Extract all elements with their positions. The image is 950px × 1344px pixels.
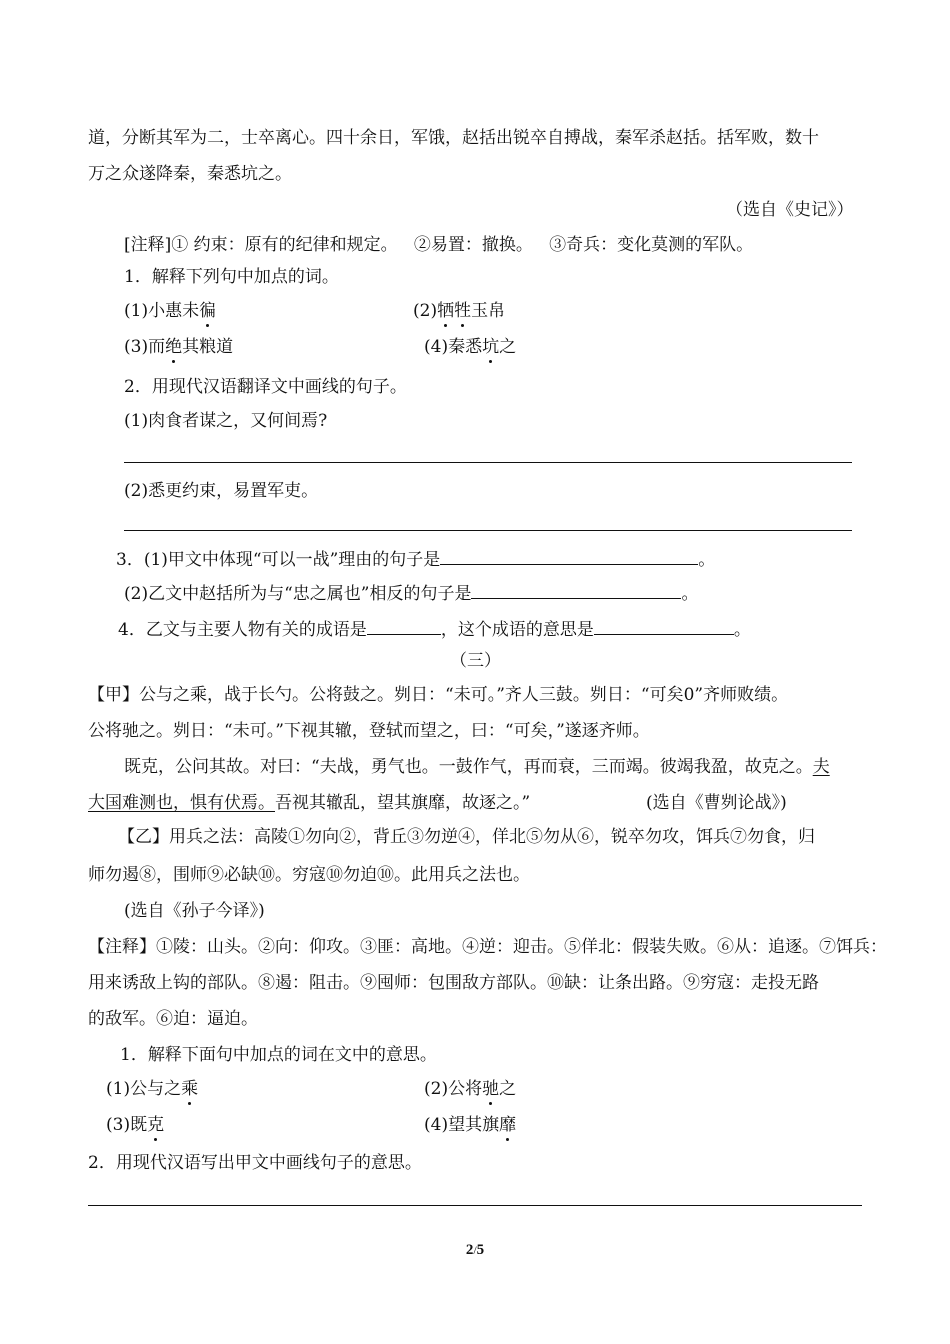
underlined-text: 夫: [812, 757, 830, 777]
answer-blank[interactable]: [594, 618, 734, 635]
item-text: 。: [698, 550, 716, 570]
annotation-line: 的敌军。⑥迫：逼迫。: [88, 1009, 258, 1029]
item-text: (3)而: [124, 337, 166, 357]
item-text: (4)秦悉: [424, 337, 483, 357]
item-text: 吾视其辙乱，望其旗靡，故逐之。”: [275, 793, 531, 813]
dotted-char: 徧: [199, 301, 217, 321]
item-text: 。: [681, 584, 699, 604]
question-4: [118, 618, 751, 641]
question-3-item-2: [124, 582, 698, 605]
dotted-char: 克: [147, 1115, 165, 1135]
paragraph-line: [124, 756, 830, 778]
paragraph-line: 万之众遂降秦，秦悉坑之。: [88, 164, 292, 184]
answer-blank[interactable]: [367, 618, 441, 635]
item-text: 既克，公问其故。对曰：“夫战，勇气也。一鼓作气，再而衰，三而竭。彼竭我盈，故克之。: [124, 757, 813, 777]
section-heading: （三）: [450, 651, 501, 671]
underlined-text: 大国难测也，惧有伏焉。: [88, 793, 275, 813]
answer-line[interactable]: [88, 1205, 862, 1206]
dotted-char: 绝: [165, 337, 183, 357]
source-citation: （选自《史记》）: [726, 200, 854, 220]
question-1-item-3: [124, 336, 233, 358]
answer-line[interactable]: [124, 462, 852, 463]
question-1-item-2: [413, 300, 505, 322]
item-text: (3)既: [106, 1115, 148, 1135]
item-text: 3．(1)甲文中体现“可以一战”理由的句子是: [116, 550, 441, 570]
annotation-line: 【注释】①陵：山头。②向：仰攻。③匪：高地。④逆：迎击。⑤佯北：假装失败。⑥从：追逐。⑦饵兵：: [88, 937, 887, 957]
paragraph-line: 道，分断其军为二，士卒离心。四十余日，军饿，赵括出锐卒自搏战，秦军杀赵括。括军败，数十: [88, 128, 819, 148]
question-1-item-4: [424, 1114, 516, 1136]
item-text: (2)公将: [424, 1079, 483, 1099]
paragraph-line: [88, 792, 530, 814]
question-1: 1．解释下列句中加点的词。: [124, 267, 339, 287]
source-citation: (选自《孙子今译》): [124, 901, 265, 921]
question-2-item-1: (1)肉食者谋之，又何间焉?: [124, 411, 328, 431]
answer-blank[interactable]: [440, 548, 698, 565]
item-text: 4．乙文与主要人物有关的成语是: [118, 620, 367, 640]
paragraph-line: 公将驰之。刿日：“未可。”下视其辙，登轼而望之，曰：“可矣，”遂逐齐师。: [88, 721, 650, 741]
dotted-char: 靡: [499, 1115, 517, 1135]
item-text: (2): [413, 301, 438, 321]
question-2-item-2: (2)悉更约束，易置军吏。: [124, 481, 319, 501]
page-current: 2: [465, 1242, 474, 1258]
item-text: ，这个成语的意思是: [440, 620, 594, 640]
item-text: 其粮道: [182, 337, 234, 357]
question-1-item-1: [124, 300, 216, 322]
question-1: 1．解释下面句中加点的词在文中的意思。: [120, 1045, 437, 1065]
question-1-item-3: [106, 1114, 164, 1136]
item-text: 玉帛: [471, 301, 506, 321]
annotation-line: 用来诱敌上钩的部队。⑧遏：阻击。⑨囤师：包围敌方部队。⑩缺：让条出路。⑨穷寇：走投无路: [88, 973, 819, 993]
item-text: (2)乙文中赵括所为与“忠之属也”相反的句子是: [124, 584, 472, 604]
question-2: 2．用现代汉语写出甲文中画线句子的意思。: [88, 1153, 422, 1173]
question-1-item-2: [424, 1078, 516, 1100]
item-text: 之: [499, 1079, 517, 1099]
dotted-char: 牲: [454, 301, 472, 321]
dotted-char: 驰: [482, 1079, 500, 1099]
answer-blank[interactable]: [471, 582, 681, 599]
annotation-line: [注释]① 约束：原有的纪律和规定。 ②易置：撤换。 ③奇兵：变化莫测的军队。: [124, 235, 754, 255]
dotted-char: 乘: [181, 1079, 199, 1099]
answer-line[interactable]: [124, 530, 852, 531]
paragraph-line: 【乙】用兵之法：高陵①勿向②，背丘③勿逆④，佯北⑤勿从⑥，锐卒勿攻，饵兵⑦勿食，归: [118, 827, 815, 847]
page-number: [0, 1242, 950, 1259]
item-text: (1)公与之: [106, 1079, 182, 1099]
paragraph-line: 师勿遏⑧，围师⑨必缺⑩。穷寇⑩勿迫⑩。此用兵之法也。: [88, 865, 530, 885]
item-text: (4)望其旗: [424, 1115, 500, 1135]
question-3-item-1: [116, 548, 715, 571]
question-1-item-1: [106, 1078, 198, 1100]
source-citation: (选自《曹刿论战》): [646, 793, 787, 813]
question-1-item-4: [424, 336, 516, 358]
question-2: 2．用现代汉语翻译文中画线的句子。: [124, 377, 407, 397]
item-text: (1)小惠未: [124, 301, 200, 321]
page-separator: /: [473, 1243, 477, 1257]
item-text: 。: [733, 620, 751, 640]
paragraph-line: 【甲】公与之乘，战于长勺。公将鼓之。刿日：“未可。”齐人三鼓。刿日：“可矣0”齐师败绩。: [88, 685, 789, 705]
dotted-char: 牺: [437, 301, 455, 321]
dotted-char: 坑: [482, 337, 500, 357]
item-text: 之: [499, 337, 517, 357]
page-total: 5: [476, 1242, 485, 1258]
